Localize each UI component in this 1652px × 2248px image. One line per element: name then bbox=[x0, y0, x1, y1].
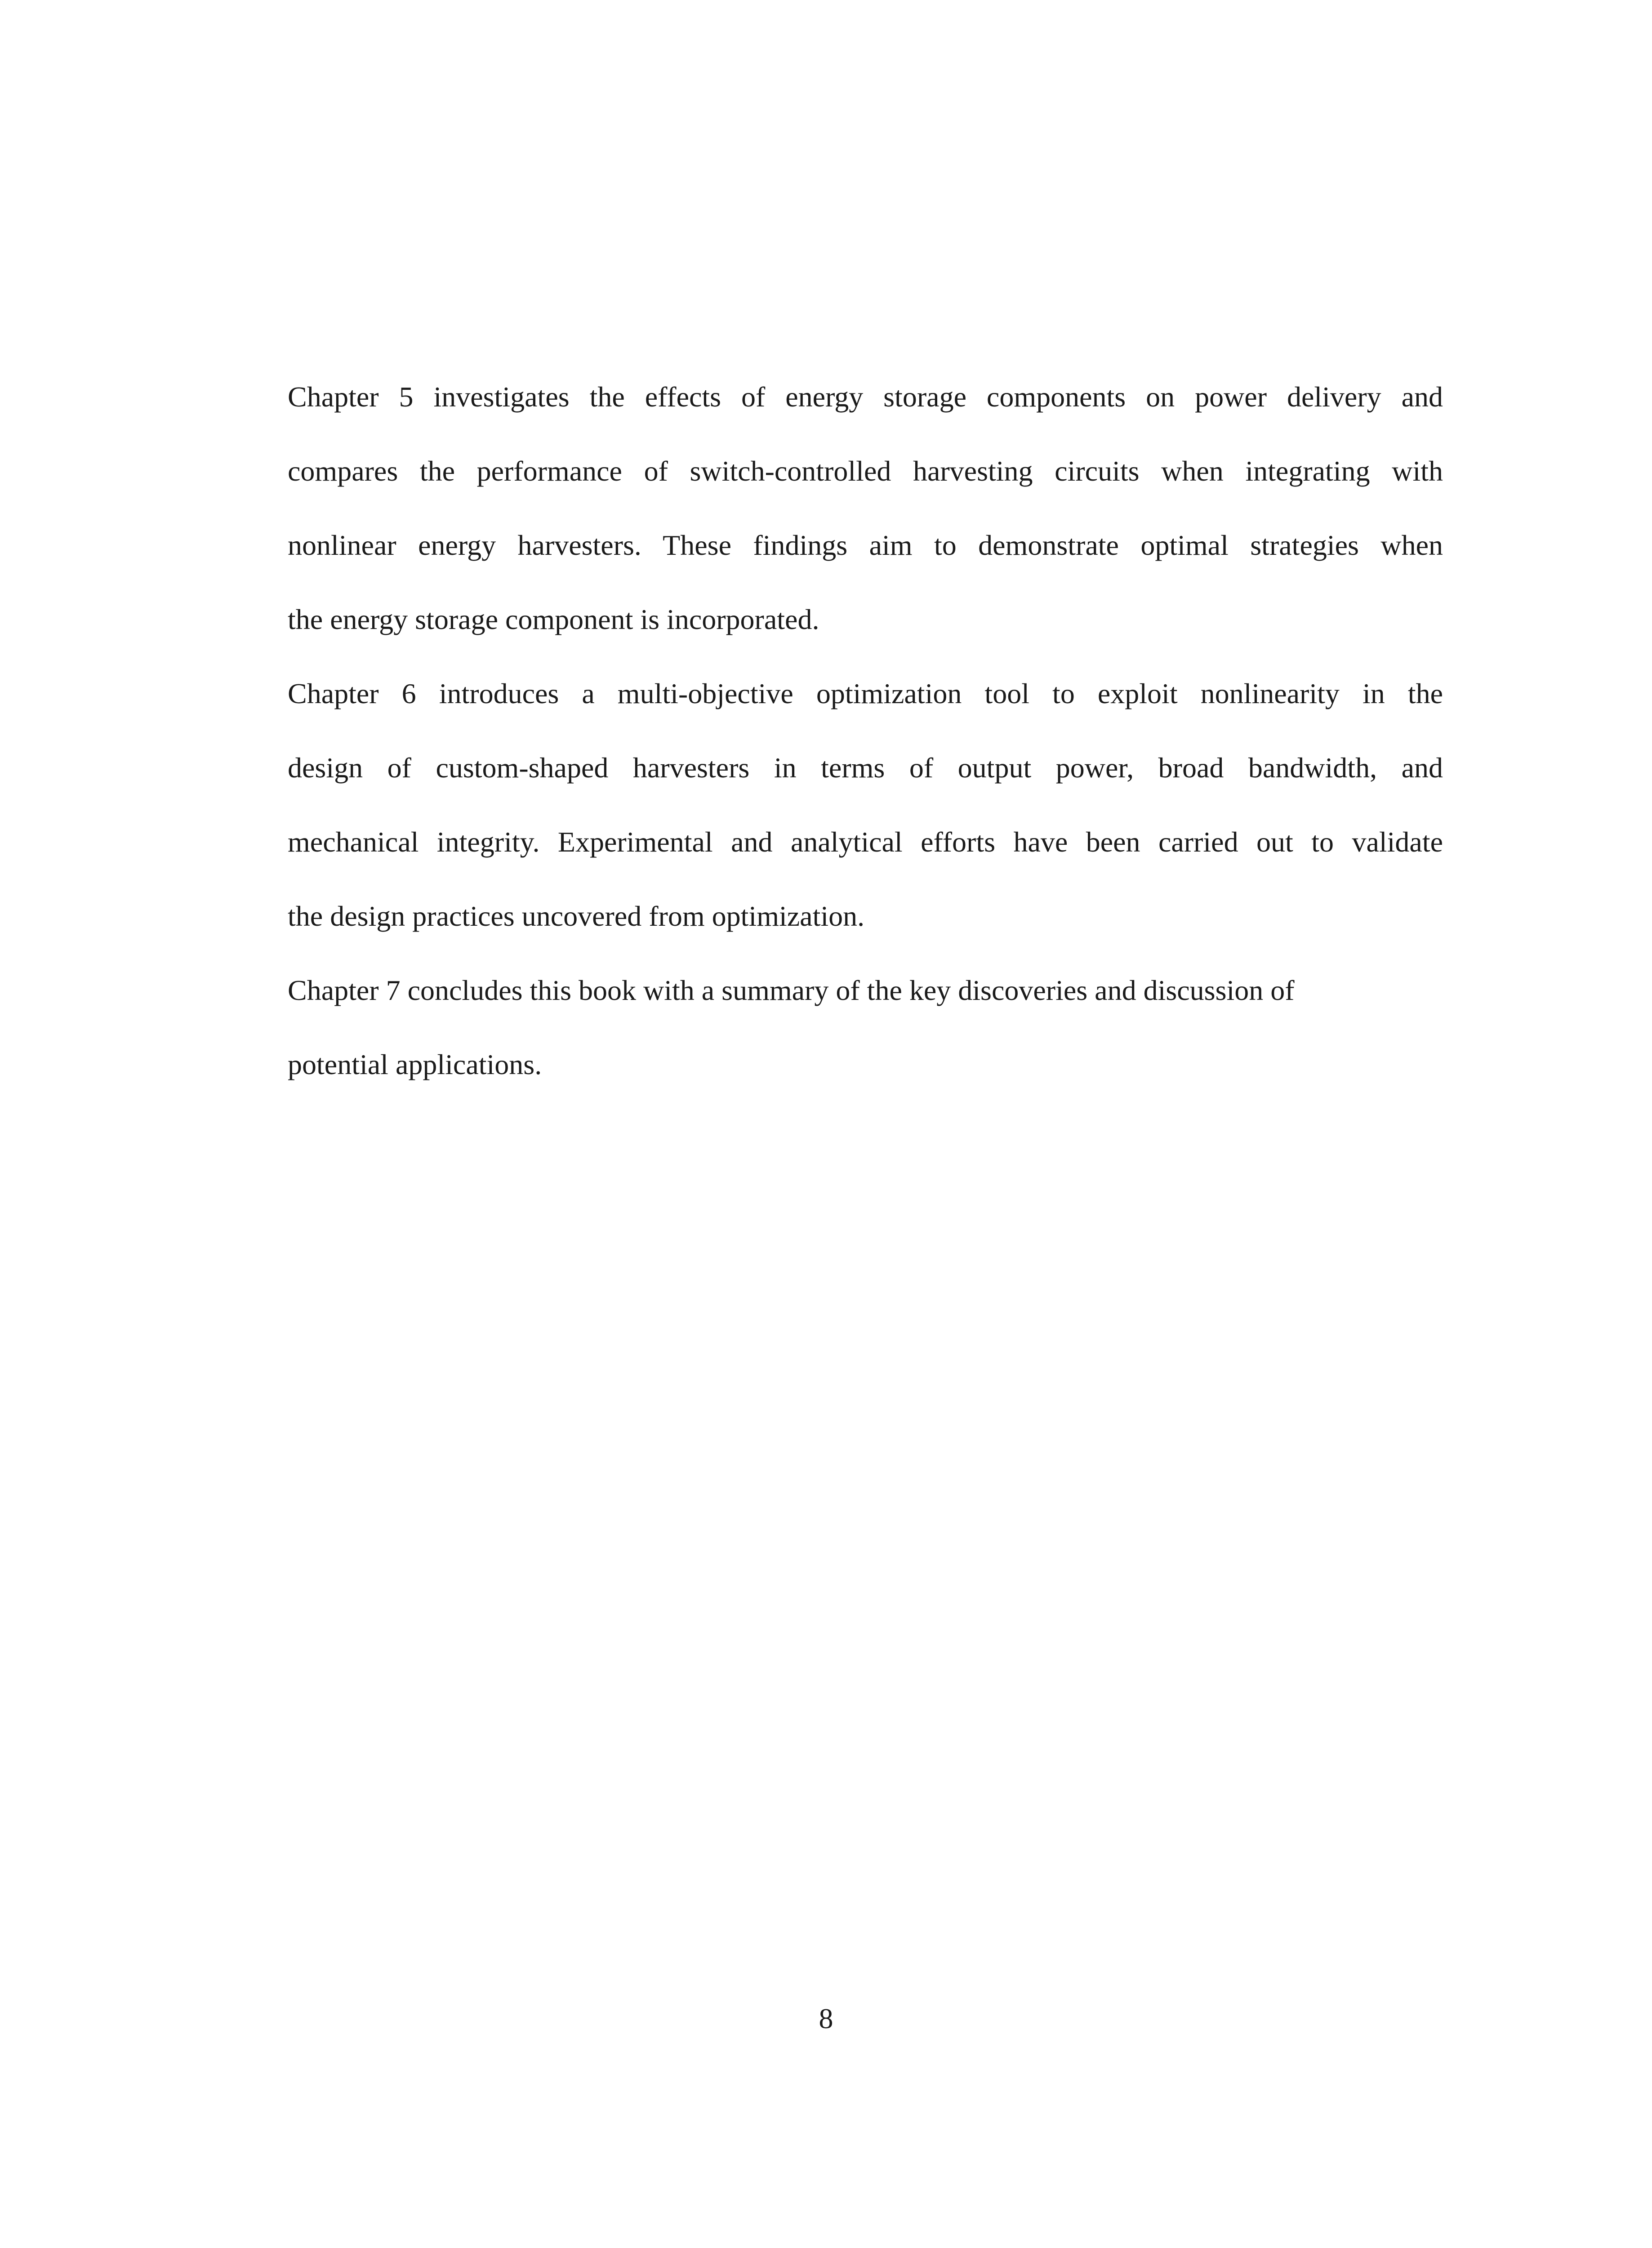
text-line: the energy storage component is incorporated. bbox=[288, 603, 819, 635]
text-line: Chapter 6 introduces a multi-objective optimization tool to exploit nonlinearity in the bbox=[288, 678, 1443, 709]
text-line: Chapter 5 investigates the effects of energy storage components on power delivery and bbox=[288, 381, 1443, 413]
text-line: design of custom-shaped harvesters in terms of output power, broad bandwidth, and bbox=[288, 752, 1443, 784]
body-text bbox=[288, 360, 1443, 1102]
text-line: mechanical integrity. Experimental and analytical efforts have been carried out to validate bbox=[288, 826, 1443, 858]
text-line: compares the performance of switch-controlled harvesting circuits when integrating with bbox=[288, 455, 1443, 487]
page-number: 8 bbox=[819, 2003, 833, 2034]
text-line: the design practices uncovered from optimization. bbox=[288, 900, 865, 932]
text-line: Chapter 7 concludes this book with a summary of the key discoveries and discussion of bbox=[288, 974, 1295, 1006]
paragraph-chapter-7 bbox=[288, 953, 1443, 1102]
text-line: nonlinear energy harvesters. These findings aim to demonstrate optimal strategies when bbox=[288, 529, 1443, 561]
text-line: potential applications. bbox=[288, 1048, 542, 1080]
paragraph-chapter-6 bbox=[288, 656, 1443, 953]
paragraph-chapter-5 bbox=[288, 360, 1443, 656]
